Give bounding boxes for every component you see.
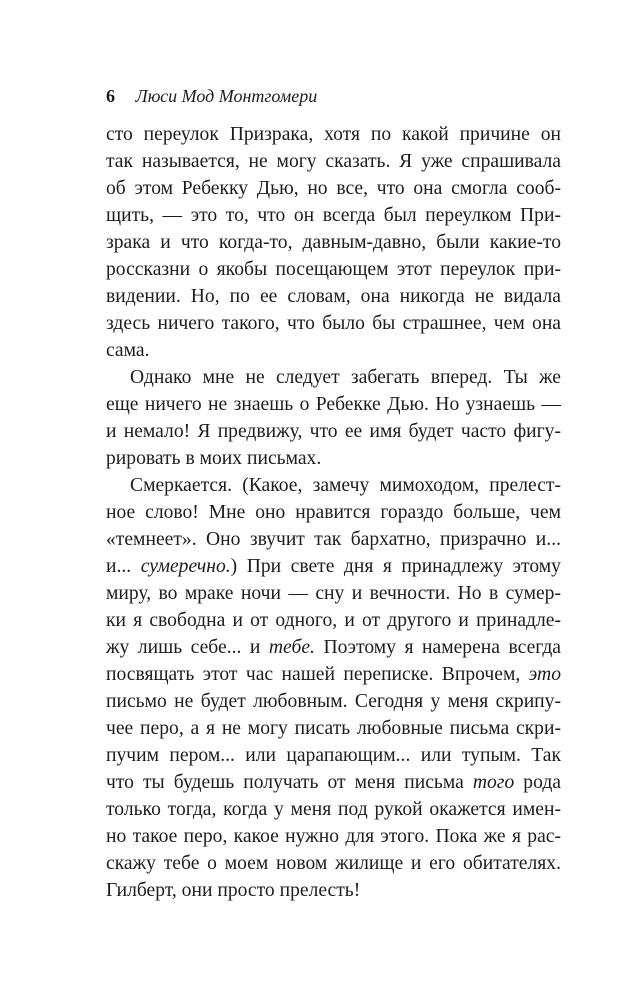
- text-segment: Гилберт, они просто прелесть!: [106, 880, 361, 901]
- text-line: [106, 715, 561, 742]
- text-line: [106, 526, 561, 553]
- text-segment: «темнеет». Оно звучит так бархатно, призрачно и...: [106, 529, 561, 550]
- running-title: Люси Мод Монтгомери: [135, 86, 318, 106]
- text-line: [106, 175, 561, 202]
- text-segment: рировать в моих письмах.: [106, 448, 322, 469]
- text-segment: письмо не будет любовным. Сегодня у меня скрипу-: [106, 691, 561, 712]
- text-segment: зрака и что когда-то, давным-давно, были какие-то: [106, 232, 561, 253]
- text-line: [106, 418, 561, 445]
- text-line: [106, 634, 561, 661]
- text-line: [106, 796, 561, 823]
- text-segment: россказни о якобы посещающем этот переулок при-: [106, 259, 561, 280]
- text-segment: ) При свете дня я принадлежу этому: [230, 556, 561, 577]
- text-line: [106, 553, 561, 580]
- text-segment: щить, — это то, что он всегда был переулком При-: [106, 205, 561, 226]
- text-segment: сама.: [106, 340, 150, 361]
- text-segment: что ты будешь получать от меня письма: [106, 772, 473, 793]
- text-line: [106, 877, 561, 904]
- page-header: [106, 84, 317, 108]
- text-segment: об этом Ребекку Дью, но все, что она смогла сооб-: [106, 178, 561, 199]
- text-line: [106, 607, 561, 634]
- text-line: [106, 472, 561, 499]
- text-line: [106, 742, 561, 769]
- text-line: [106, 499, 561, 526]
- text-line: [106, 850, 561, 877]
- italic-text: тебе.: [268, 637, 315, 658]
- text-line: [106, 364, 561, 391]
- text-line: [106, 148, 561, 175]
- text-line: [106, 229, 561, 256]
- text-line: [106, 256, 561, 283]
- text-line: [106, 445, 561, 472]
- text-segment: рода: [514, 772, 561, 793]
- text-segment: так называется, не могу сказать. Я уже спрашивала: [106, 151, 561, 172]
- text-line: [106, 769, 561, 796]
- text-segment: скажу тебе о моем новом жилище и его обитателях.: [106, 853, 561, 874]
- text-segment: пучим пером... или царапающим... или тупым. Так: [106, 745, 561, 766]
- text-line: [106, 688, 561, 715]
- text-line: [106, 337, 561, 364]
- text-segment: видении. Но, по ее словам, она никогда не видала: [106, 286, 561, 307]
- text-segment: здесь ничего такого, что было бы страшнее, чем она: [106, 313, 561, 334]
- text-segment: и немало! Я предвижу, что ее имя будет часто фигу-: [106, 421, 561, 442]
- text-segment: еще ничего не знаешь о Ребекке Дью. Но узнаешь —: [106, 394, 561, 415]
- text-segment: Смеркается. (Какое, замечу мимоходом, прелест-: [130, 475, 561, 496]
- text-segment: Однако мне не следует забегать вперед. Ты же: [130, 367, 561, 388]
- text-line: [106, 580, 561, 607]
- text-line: [106, 283, 561, 310]
- text-line: [106, 310, 561, 337]
- text-segment: посвящать этот час нашей переписке. Впрочем,: [106, 664, 529, 685]
- text-segment: но такое перо, какое нужно для этого. Пока же я рас-: [106, 826, 561, 847]
- text-segment: ки я свободна и от одного, и от другого и принадле-: [106, 610, 561, 631]
- text-line: [106, 202, 561, 229]
- page-number: 6: [106, 86, 115, 106]
- text-segment: Поэтому я намерена всегда: [314, 637, 561, 658]
- text-line: [106, 823, 561, 850]
- text-segment: жу лишь себе... и: [106, 637, 269, 658]
- text-line: [106, 121, 561, 148]
- italic-text: сумеречно.: [140, 556, 231, 577]
- text-segment: сто переулок Призрака, хотя по какой причине он: [106, 124, 561, 145]
- text-segment: ное слово! Мне оно нравится гораздо больше, чем: [106, 502, 561, 523]
- text-segment: и...: [106, 556, 141, 577]
- body-text: [106, 121, 561, 904]
- text-line: [106, 661, 561, 688]
- text-segment: только тогда, когда у меня под рукой окажется имен-: [106, 799, 561, 820]
- italic-text: это: [528, 664, 561, 685]
- italic-text: того: [472, 772, 515, 793]
- text-line: [106, 391, 561, 418]
- text-segment: чее перо, а я не могу писать любовные письма скри-: [106, 718, 561, 739]
- text-segment: миру, во мраке ночи — сну и вечности. Но в сумер-: [106, 583, 561, 604]
